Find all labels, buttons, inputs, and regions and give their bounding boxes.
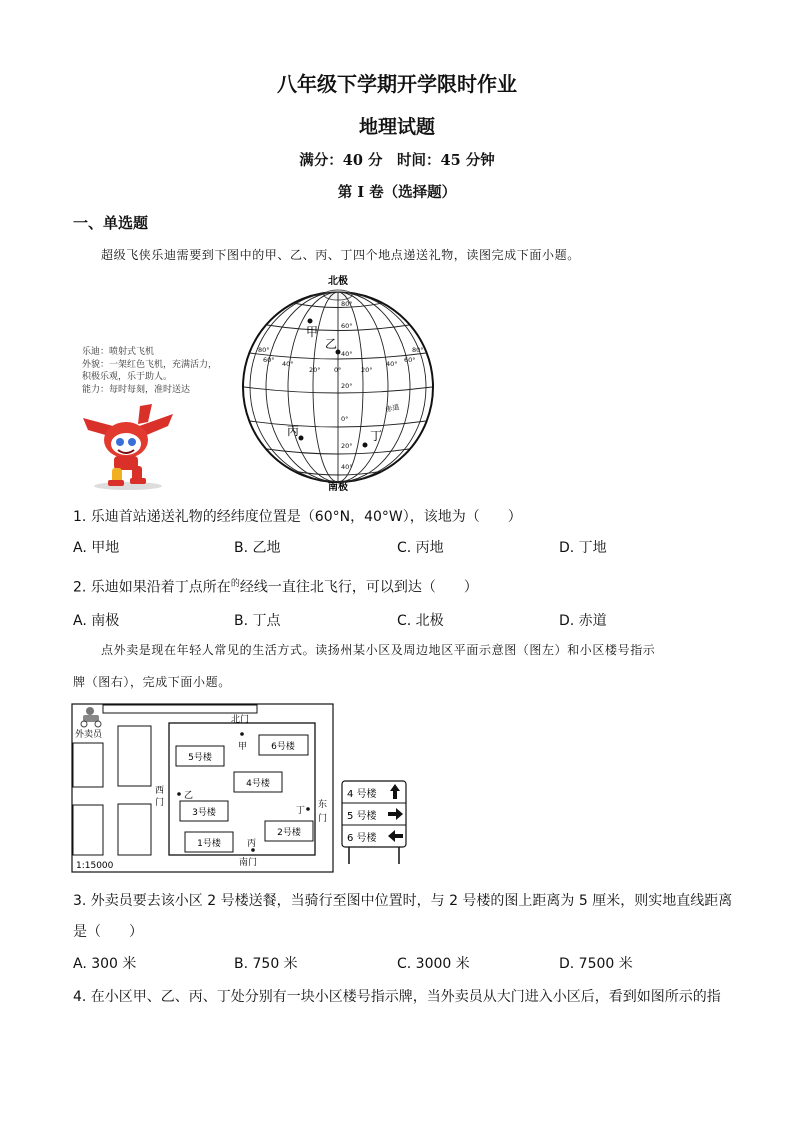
building-6-label: 6号楼 — [271, 742, 295, 752]
lat-label: 60° — [341, 322, 353, 330]
map-point-ding — [306, 807, 310, 811]
sign-row-4-label: 4 号楼 — [347, 789, 377, 800]
building-2-label: 2号楼 — [277, 828, 301, 838]
lat-label: 40° — [341, 463, 353, 471]
hero-info — [82, 346, 217, 396]
courier-label: 外卖员 — [75, 730, 103, 740]
question-2-text: 2. 乐迪如果沿着丁点所在 — [73, 579, 231, 596]
exam-meta: 满分：40 分 时间：45 分钟 — [299, 152, 495, 169]
north-gate-label: 北门 — [231, 715, 250, 725]
hero-info-line: 外貌：一架红色飞机，充满活力， — [82, 359, 218, 370]
lat-label: 20° — [341, 442, 353, 450]
question-3-line-1: 3. 外卖员要去该小区 2 号楼送餐，当骑行至图中位置时，与 2 号楼的图上距离为 5 厘米，则实地直线距离 — [73, 893, 733, 909]
point-yi-label: 乙 — [325, 337, 338, 351]
map-point-yi-label: 乙 — [184, 791, 194, 801]
point-bing-label: 丙 — [287, 424, 300, 438]
hero-info-line: 乐迪：喷射式飞机 — [82, 347, 155, 357]
building-1-label: 1号楼 — [197, 839, 221, 849]
q1-option-c[interactable]: C. 丙地 — [397, 540, 444, 556]
q3-option-a[interactable]: A. 300 米 — [73, 956, 137, 972]
west-gate-label-1: 西 — [155, 786, 165, 796]
q1-option-a[interactable]: A. 甲地 — [73, 540, 120, 556]
lat-label: 80° — [341, 300, 353, 308]
lat-label: 0° — [341, 415, 349, 423]
lon-label: 80° — [258, 346, 270, 354]
question-2-superscript: 的 — [230, 579, 240, 589]
question-3-line-2: 是（ ） — [73, 924, 143, 940]
map-point-bing-label: 丙 — [247, 839, 257, 849]
q3-option-d[interactable]: D. 7500 米 — [559, 956, 633, 972]
question-2 — [73, 576, 478, 597]
north-pole-label: 北极 — [328, 276, 348, 287]
east-gate-label-2: 门 — [318, 814, 328, 824]
south-gate-label: 南门 — [239, 858, 258, 868]
community-map — [71, 703, 335, 875]
map-point-yi — [177, 792, 181, 796]
point-ding-label: 丁 — [370, 429, 383, 443]
point-bing — [299, 436, 304, 441]
q3-option-c[interactable]: C. 3000 米 — [397, 956, 470, 972]
point-ding — [363, 443, 368, 448]
lon-label: 20° — [361, 366, 373, 374]
lon-label: 40° — [282, 360, 294, 368]
hero-info-line: 积极乐观，乐于助人。 — [82, 372, 173, 382]
lat-label: 20° — [341, 382, 353, 390]
map-point-jia — [240, 732, 244, 736]
volume-title: 第 I 卷（选择题） — [337, 184, 457, 201]
lon-label: 80° — [412, 346, 424, 354]
hero-info-line: 能力：每时每刻，准时送达 — [82, 384, 191, 395]
map-scale: 1:15000 — [76, 861, 114, 871]
lon-label: 20° — [309, 366, 321, 374]
map-point-jia-label: 甲 — [238, 742, 248, 752]
lat-label: 40° — [341, 350, 353, 358]
lon-label: 0° — [334, 366, 342, 374]
question-1: 1. 乐迪首站递送礼物的经纬度位置是（60°N，40°W），该地为（ ） — [73, 509, 522, 525]
q2-option-a[interactable]: A. 南极 — [73, 613, 120, 629]
q1-option-d[interactable]: D. 丁地 — [559, 540, 607, 556]
q3-option-b[interactable]: B. 750 米 — [234, 956, 298, 972]
question-2-text-rest: 经线一直往北飞行，可以到达（ ） — [239, 579, 478, 596]
question-4: 4. 在小区甲、乙、丙、丁处分别有一块小区楼号指示牌，当外卖员从大门进入小区后，看到如图所示的指 — [73, 989, 721, 1005]
q2-option-b[interactable]: B. 丁点 — [234, 613, 281, 629]
point-jia — [308, 319, 313, 324]
south-pole-label: 南极 — [328, 482, 348, 492]
equator-label: 赤道 — [384, 403, 401, 414]
map-point-ding-label: 丁 — [296, 806, 306, 816]
lon-label: 60° — [263, 356, 275, 364]
passage-2-line-2: 牌（图右），完成下面小题。 — [73, 675, 231, 689]
q2-option-c[interactable]: C. 北极 — [397, 613, 444, 629]
hero-plane-illustration — [78, 400, 178, 492]
passage-1: 超级飞侠乐迪需要到下图中的甲、乙、丙、丁四个地点递送礼物，读图完成下面小题。 — [101, 248, 580, 262]
west-gate-label-2: 门 — [155, 798, 165, 808]
globe-diagram — [238, 270, 444, 492]
section-heading: 一、单选题 — [73, 214, 149, 232]
exam-title: 八年级下学期开学限时作业 — [277, 72, 517, 96]
point-jia-label: 甲 — [306, 325, 319, 339]
building-signboard — [341, 780, 409, 866]
passage-2-line-1: 点外卖是现在年轻人常见的生活方式。读扬州某小区及周边地区平面示意图（图左）和小区楼号指示 — [101, 643, 656, 657]
sign-row-6-label: 6 号楼 — [347, 833, 377, 844]
q1-option-b[interactable]: B. 乙地 — [234, 540, 281, 556]
lon-label: 40° — [386, 360, 398, 368]
q2-option-d[interactable]: D. 赤道 — [559, 613, 607, 629]
east-gate-label-1: 东 — [318, 800, 328, 810]
lon-label: 60° — [404, 356, 416, 364]
subject-title: 地理试题 — [358, 116, 435, 138]
building-4-label: 4号楼 — [246, 779, 270, 789]
sign-row-5-label: 5 号楼 — [347, 811, 377, 822]
building-5-label: 5号楼 — [188, 753, 212, 763]
building-3-label: 3号楼 — [192, 808, 216, 818]
